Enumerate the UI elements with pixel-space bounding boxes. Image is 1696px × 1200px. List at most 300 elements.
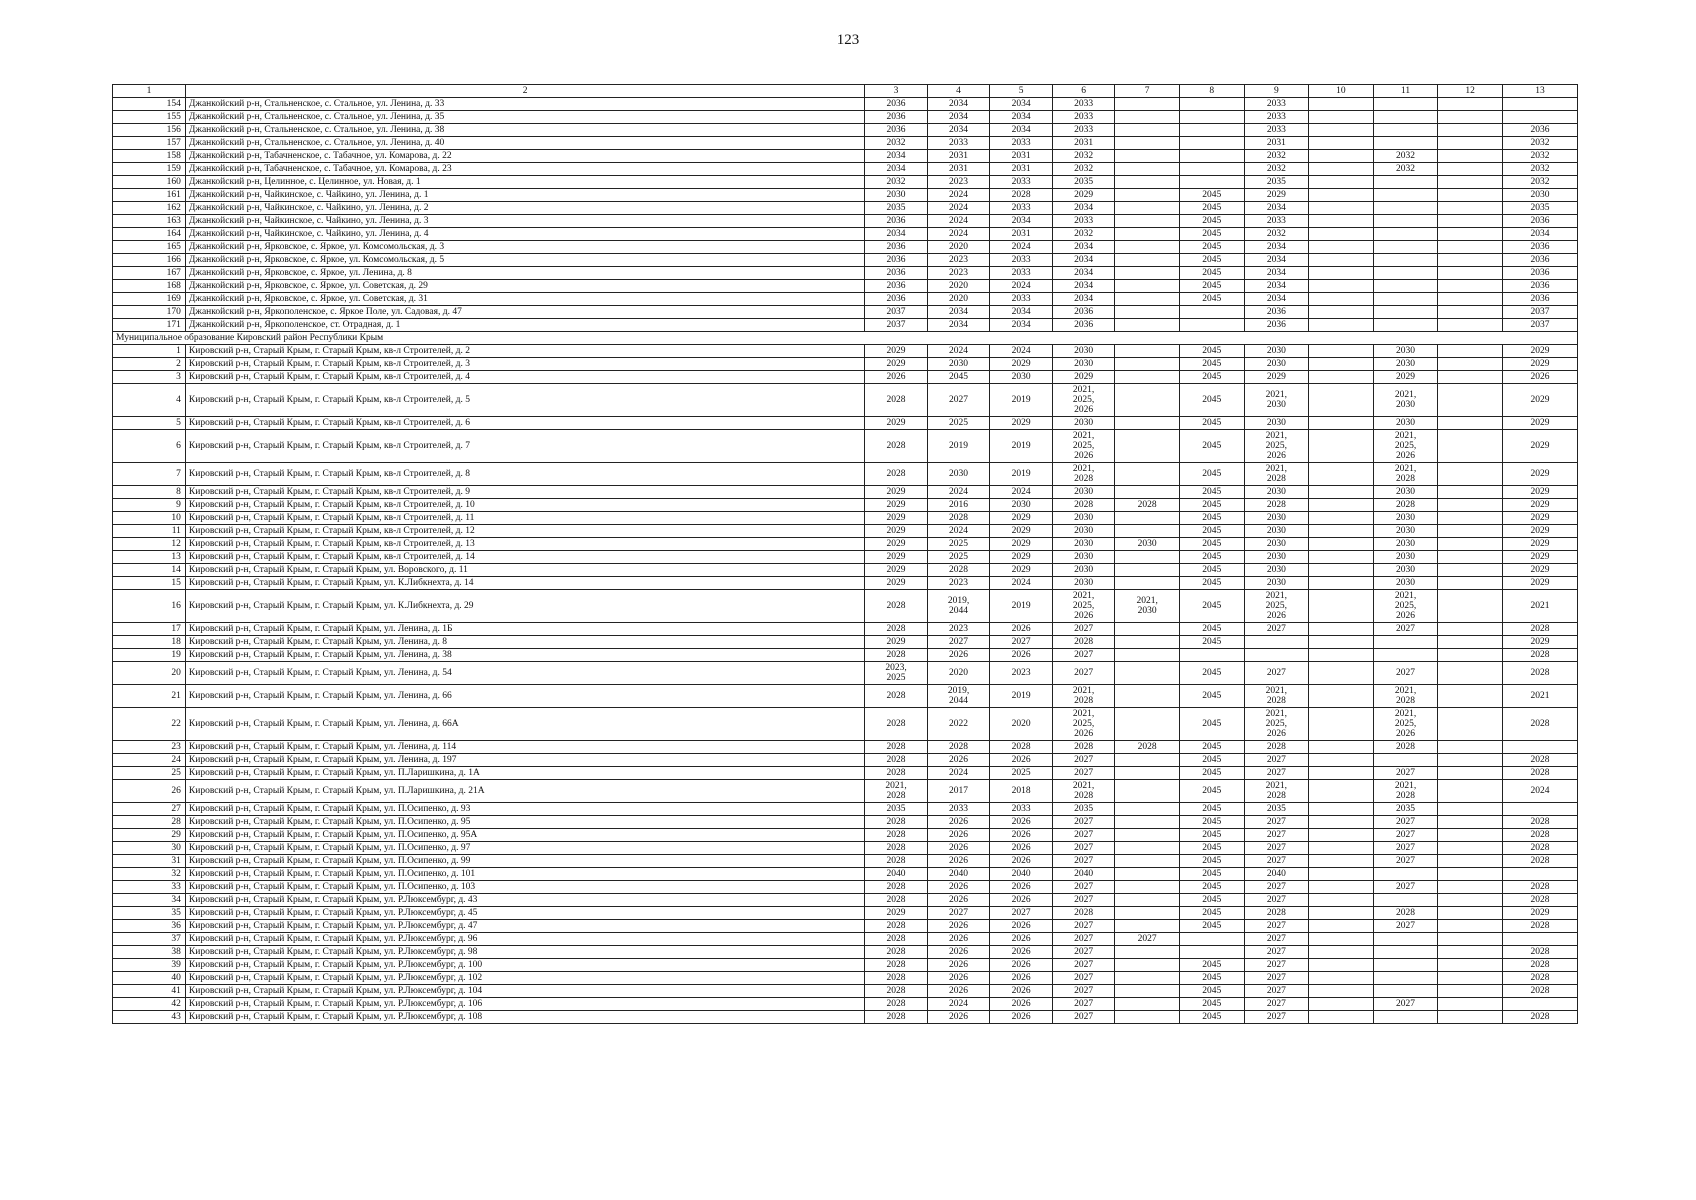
year-cell: 2023 xyxy=(927,254,990,267)
year-cell xyxy=(1309,946,1374,959)
year-cell xyxy=(1115,998,1180,1011)
year-cell xyxy=(1309,829,1374,842)
year-cell: 2034 xyxy=(927,319,990,332)
year-cell: 2030 xyxy=(1244,564,1309,577)
table-row xyxy=(113,564,1578,577)
row-number-cell: 21 xyxy=(113,685,186,708)
year-cell: 2045 xyxy=(1179,345,1244,358)
year-cell xyxy=(1309,741,1374,754)
year-cell: 2036 xyxy=(865,98,928,111)
year-cell: 2030 xyxy=(1052,577,1115,590)
year-cell: 2045 xyxy=(1179,577,1244,590)
year-cell: 2034 xyxy=(927,98,990,111)
year-cell xyxy=(1115,293,1180,306)
year-cell: 2037 xyxy=(1502,319,1577,332)
row-number-cell: 155 xyxy=(113,111,186,124)
year-cell xyxy=(1438,881,1503,894)
table-row xyxy=(113,998,1578,1011)
year-cell: 2026 xyxy=(990,881,1053,894)
year-cell xyxy=(1309,959,1374,972)
address-cell: Джанкойский р-н, Ярковское, с. Яркое, ул. Ленина, д. 8 xyxy=(185,267,864,280)
year-cell: 2027 xyxy=(1052,920,1115,933)
year-cell xyxy=(1309,111,1374,124)
row-number-cell: 163 xyxy=(113,215,186,228)
year-cell: 2027 xyxy=(1373,623,1438,636)
year-cell: 2045 xyxy=(1179,708,1244,741)
year-cell: 2029 xyxy=(1502,463,1577,486)
year-cell: 2033 xyxy=(1052,215,1115,228)
year-cell xyxy=(1373,98,1438,111)
year-cell: 2026 xyxy=(927,972,990,985)
year-cell xyxy=(1438,189,1503,202)
year-cell: 2033 xyxy=(1052,98,1115,111)
year-cell: 2032 xyxy=(1502,176,1577,189)
row-number-cell: 19 xyxy=(113,649,186,662)
year-cell xyxy=(1438,803,1503,816)
year-cell: 2026 xyxy=(927,933,990,946)
address-cell: Кировский р-н, Старый Крым, г. Старый Крым, кв-л Строителей, д. 6 xyxy=(185,417,864,430)
year-cell xyxy=(1309,306,1374,319)
year-cell: 2028 xyxy=(865,920,928,933)
year-cell: 2030 xyxy=(1052,417,1115,430)
year-cell: 2028 xyxy=(865,946,928,959)
year-cell: 2030 xyxy=(1052,564,1115,577)
year-cell xyxy=(1309,972,1374,985)
year-cell: 2028 xyxy=(1502,708,1577,741)
year-cell: 2026 xyxy=(990,842,1053,855)
year-cell: 2036 xyxy=(865,254,928,267)
year-cell xyxy=(1115,577,1180,590)
year-cell: 2045 xyxy=(1179,662,1244,685)
row-number-cell: 22 xyxy=(113,708,186,741)
year-cell: 2036 xyxy=(1244,319,1309,332)
table-row xyxy=(113,551,1578,564)
table-row xyxy=(113,98,1578,111)
year-cell: 2026 xyxy=(865,371,928,384)
year-cell: 2019, 2044 xyxy=(927,685,990,708)
year-cell xyxy=(1309,780,1374,803)
year-cell xyxy=(1115,803,1180,816)
address-cell: Кировский р-н, Старый Крым, г. Старый Крым, ул. Р.Люксембург, д. 102 xyxy=(185,972,864,985)
year-cell: 2045 xyxy=(1179,463,1244,486)
year-cell: 2028 xyxy=(865,855,928,868)
year-cell: 2028 xyxy=(1502,946,1577,959)
year-cell xyxy=(1438,124,1503,137)
year-cell: 2027 xyxy=(1373,829,1438,842)
year-cell: 2033 xyxy=(1244,111,1309,124)
year-cell: 2027 xyxy=(1052,972,1115,985)
year-cell: 2028 xyxy=(990,189,1053,202)
year-cell: 2023 xyxy=(927,577,990,590)
year-cell xyxy=(1438,293,1503,306)
table-row xyxy=(113,985,1578,998)
year-cell xyxy=(1115,881,1180,894)
year-cell: 2045 xyxy=(1179,512,1244,525)
year-cell: 2045 xyxy=(1179,358,1244,371)
year-cell xyxy=(1438,780,1503,803)
year-cell xyxy=(1309,623,1374,636)
year-cell: 2034 xyxy=(1244,280,1309,293)
year-cell: 2029 xyxy=(990,512,1053,525)
address-cell: Кировский р-н, Старый Крым, г. Старый Крым, ул. Воровского, д. 11 xyxy=(185,564,864,577)
table-row xyxy=(113,708,1578,741)
address-cell: Джанкойский р-н, Чайкинское, с. Чайкино, ул. Ленина, д. 2 xyxy=(185,202,864,215)
year-cell: 2029 xyxy=(990,538,1053,551)
year-cell: 2036 xyxy=(1502,293,1577,306)
year-cell: 5 xyxy=(990,85,1053,98)
year-cell: 2033 xyxy=(990,803,1053,816)
year-cell xyxy=(1309,636,1374,649)
year-cell: 2045 xyxy=(1179,803,1244,816)
year-cell xyxy=(1373,241,1438,254)
year-cell: 2045 xyxy=(1179,384,1244,417)
year-cell: 2036 xyxy=(1502,215,1577,228)
year-cell xyxy=(1438,486,1503,499)
year-cell xyxy=(1309,215,1374,228)
address-cell: Кировский р-н, Старый Крым, г. Старый Крым, ул. Ленина, д. 54 xyxy=(185,662,864,685)
row-number-cell: 40 xyxy=(113,972,186,985)
year-cell xyxy=(1309,708,1374,741)
year-cell: 2030 xyxy=(1244,486,1309,499)
year-cell xyxy=(1115,241,1180,254)
year-cell xyxy=(1115,959,1180,972)
year-cell: 2045 xyxy=(1179,881,1244,894)
year-cell xyxy=(1502,933,1577,946)
year-cell xyxy=(1373,894,1438,907)
year-cell: 2032 xyxy=(1502,163,1577,176)
year-cell xyxy=(1309,163,1374,176)
year-cell xyxy=(1115,124,1180,137)
year-cell xyxy=(1309,430,1374,463)
year-cell: 2023 xyxy=(927,267,990,280)
year-cell: 2021, 2025, 2026 xyxy=(1052,384,1115,417)
row-number-cell: 13 xyxy=(113,551,186,564)
year-cell xyxy=(1115,685,1180,708)
year-cell: 2032 xyxy=(865,137,928,150)
year-cell: 2030 xyxy=(1373,358,1438,371)
year-cell: 2027 xyxy=(1052,855,1115,868)
year-cell: 2028 xyxy=(865,959,928,972)
year-cell xyxy=(1309,894,1374,907)
year-cell xyxy=(1438,868,1503,881)
table-row xyxy=(113,417,1578,430)
year-cell xyxy=(1502,998,1577,1011)
year-cell xyxy=(1115,842,1180,855)
row-number-cell: 165 xyxy=(113,241,186,254)
year-cell: 2027 xyxy=(1052,649,1115,662)
year-cell: 2019, 2044 xyxy=(927,590,990,623)
row-number-cell: 32 xyxy=(113,868,186,881)
year-cell: 2026 xyxy=(990,920,1053,933)
year-cell: 2028 xyxy=(865,881,928,894)
year-cell: 2024 xyxy=(927,228,990,241)
address-cell: Джанкойский р-н, Яркополенское, с. Яркое Поле, ул. Садовая, д. 47 xyxy=(185,306,864,319)
year-cell: 2036 xyxy=(865,241,928,254)
year-cell xyxy=(1244,636,1309,649)
year-cell xyxy=(1115,176,1180,189)
year-cell xyxy=(1115,767,1180,780)
address-cell: Джанкойский р-н, Стальненское, с. Стальное, ул. Ленина, д. 35 xyxy=(185,111,864,124)
year-cell: 2028 xyxy=(1502,855,1577,868)
address-cell: Кировский р-н, Старый Крым, г. Старый Крым, ул. П.Ларишкина, д. 21А xyxy=(185,780,864,803)
table-row xyxy=(113,972,1578,985)
table-row xyxy=(113,215,1578,228)
year-cell xyxy=(1309,538,1374,551)
year-cell: 2045 xyxy=(1179,280,1244,293)
year-cell: 2021, 2030 xyxy=(1244,384,1309,417)
year-cell: 2045 xyxy=(1179,538,1244,551)
address-cell: Джанкойский р-н, Чайкинское, с. Чайкино, ул. Ленина, д. 1 xyxy=(185,189,864,202)
year-cell: 2029 xyxy=(865,512,928,525)
year-cell xyxy=(1115,189,1180,202)
year-cell: 2028 xyxy=(865,767,928,780)
year-cell: 2021, 2028 xyxy=(1373,463,1438,486)
year-cell: 2030 xyxy=(1052,525,1115,538)
year-cell: 2019 xyxy=(990,430,1053,463)
year-cell: 9 xyxy=(1244,85,1309,98)
year-cell: 2030 xyxy=(1052,538,1115,551)
year-cell: 2027 xyxy=(1244,1011,1309,1024)
year-cell: 2027 xyxy=(1244,985,1309,998)
year-cell xyxy=(1115,855,1180,868)
address-cell: Кировский р-н, Старый Крым, г. Старый Крым, ул. Р.Люксембург, д. 98 xyxy=(185,946,864,959)
year-cell: 2026 xyxy=(990,946,1053,959)
year-cell: 2036 xyxy=(1052,306,1115,319)
year-cell xyxy=(1438,98,1503,111)
year-cell: 2029 xyxy=(990,358,1053,371)
year-cell: 2027 xyxy=(1052,881,1115,894)
year-cell: 2031 xyxy=(927,163,990,176)
year-cell xyxy=(1115,985,1180,998)
year-cell: 2033 xyxy=(990,176,1053,189)
year-cell: 2034 xyxy=(1244,267,1309,280)
table-row xyxy=(113,163,1578,176)
address-cell: Кировский р-н, Старый Крым, г. Старый Крым, ул. П.Осипенко, д. 95 xyxy=(185,816,864,829)
year-cell: 2028 xyxy=(1244,499,1309,512)
year-cell xyxy=(1438,985,1503,998)
year-cell xyxy=(1438,577,1503,590)
year-cell: 2027 xyxy=(1052,816,1115,829)
year-cell: 2034 xyxy=(927,111,990,124)
row-number-cell: 33 xyxy=(113,881,186,894)
year-cell: 2027 xyxy=(1244,662,1309,685)
year-cell: 2031 xyxy=(927,150,990,163)
year-cell xyxy=(1179,98,1244,111)
year-cell: 2028 xyxy=(927,564,990,577)
year-cell: 2023 xyxy=(927,176,990,189)
row-number-cell: 14 xyxy=(113,564,186,577)
year-cell: 2045 xyxy=(1179,829,1244,842)
table-row xyxy=(113,907,1578,920)
year-cell xyxy=(1438,959,1503,972)
year-cell: 2032 xyxy=(865,176,928,189)
year-cell: 2036 xyxy=(1052,319,1115,332)
year-cell xyxy=(1115,907,1180,920)
year-cell: 2020 xyxy=(927,293,990,306)
address-cell: Кировский р-н, Старый Крым, г. Старый Крым, ул. Ленина, д. 114 xyxy=(185,741,864,754)
year-cell xyxy=(1115,623,1180,636)
year-cell: 2045 xyxy=(1179,636,1244,649)
year-cell xyxy=(1373,1011,1438,1024)
row-number-cell: 171 xyxy=(113,319,186,332)
year-cell xyxy=(1115,417,1180,430)
year-cell xyxy=(1179,124,1244,137)
row-number-cell: 161 xyxy=(113,189,186,202)
year-cell xyxy=(1438,685,1503,708)
year-cell: 2031 xyxy=(1052,137,1115,150)
year-cell: 2024 xyxy=(927,202,990,215)
row-number-cell: 169 xyxy=(113,293,186,306)
year-cell xyxy=(1309,254,1374,267)
year-cell xyxy=(1438,417,1503,430)
table-row xyxy=(113,137,1578,150)
row-number-cell: 158 xyxy=(113,150,186,163)
year-cell: 2018 xyxy=(990,780,1053,803)
row-number-cell: 168 xyxy=(113,280,186,293)
row-number-cell: 170 xyxy=(113,306,186,319)
year-cell: 2028 xyxy=(1502,767,1577,780)
year-cell xyxy=(1309,577,1374,590)
year-cell xyxy=(1309,649,1374,662)
year-cell: 2023 xyxy=(927,623,990,636)
year-cell xyxy=(1438,538,1503,551)
year-cell xyxy=(1115,708,1180,741)
year-cell: 2027 xyxy=(1373,855,1438,868)
year-cell: 2034 xyxy=(927,124,990,137)
year-cell: 2029 xyxy=(865,499,928,512)
year-cell xyxy=(1309,189,1374,202)
year-cell: 2034 xyxy=(927,306,990,319)
year-cell: 2045 xyxy=(1179,525,1244,538)
year-cell: 2033 xyxy=(1052,111,1115,124)
year-cell: 12 xyxy=(1438,85,1503,98)
address-cell: Кировский р-н, Старый Крым, г. Старый Крым, ул. Ленина, д. 38 xyxy=(185,649,864,662)
address-cell: Кировский р-н, Старый Крым, г. Старый Крым, ул. Р.Люксембург, д. 104 xyxy=(185,985,864,998)
year-cell: 2033 xyxy=(1244,215,1309,228)
year-cell: 2021, 2025, 2026 xyxy=(1244,430,1309,463)
year-cell xyxy=(1373,176,1438,189)
row-number-cell: 1 xyxy=(113,345,186,358)
year-cell xyxy=(1115,319,1180,332)
year-cell: 2024 xyxy=(1502,780,1577,803)
year-cell: 2035 xyxy=(1244,176,1309,189)
year-cell: 2026 xyxy=(990,972,1053,985)
year-cell xyxy=(1115,137,1180,150)
year-cell xyxy=(1309,267,1374,280)
year-cell xyxy=(1115,430,1180,463)
year-cell: 2035 xyxy=(1502,202,1577,215)
table-body xyxy=(113,85,1578,1024)
row-number-cell: 160 xyxy=(113,176,186,189)
year-cell: 2036 xyxy=(865,111,928,124)
year-cell xyxy=(1115,486,1180,499)
year-cell: 2028 xyxy=(865,894,928,907)
year-cell xyxy=(1373,267,1438,280)
row-number-cell: 6 xyxy=(113,430,186,463)
year-cell: 2028 xyxy=(865,384,928,417)
year-cell: 2027 xyxy=(1244,972,1309,985)
year-cell xyxy=(1438,829,1503,842)
year-cell: 2028 xyxy=(1373,907,1438,920)
year-cell: 2030 xyxy=(1115,538,1180,551)
year-cell: 2024 xyxy=(990,486,1053,499)
year-cell xyxy=(1438,358,1503,371)
year-cell: 2028 xyxy=(990,741,1053,754)
address-cell: Кировский р-н, Старый Крым, г. Старый Крым, кв-л Строителей, д. 14 xyxy=(185,551,864,564)
year-cell: 2032 xyxy=(1244,228,1309,241)
year-cell: 2027 xyxy=(1244,754,1309,767)
address-cell: Кировский р-н, Старый Крым, г. Старый Крым, кв-л Строителей, д. 10 xyxy=(185,499,864,512)
table-row xyxy=(113,920,1578,933)
year-cell xyxy=(1438,371,1503,384)
year-cell xyxy=(1115,1011,1180,1024)
year-cell xyxy=(1115,525,1180,538)
year-cell: 2028 xyxy=(1502,894,1577,907)
year-cell: 2026 xyxy=(927,1011,990,1024)
row-number-cell: 4 xyxy=(113,384,186,417)
year-cell xyxy=(1438,842,1503,855)
year-cell: 2032 xyxy=(1052,163,1115,176)
address-cell: Кировский р-н, Старый Крым, г. Старый Крым, ул. Р.Люксембург, д. 43 xyxy=(185,894,864,907)
year-cell: 2045 xyxy=(1179,254,1244,267)
year-cell: 2031 xyxy=(990,163,1053,176)
row-number-cell: 10 xyxy=(113,512,186,525)
address-cell: Кировский р-н, Старый Крым, г. Старый Крым, кв-л Строителей, д. 2 xyxy=(185,345,864,358)
row-number-cell: 154 xyxy=(113,98,186,111)
year-cell: 2036 xyxy=(865,293,928,306)
year-cell xyxy=(1438,907,1503,920)
table-row xyxy=(113,946,1578,959)
year-cell xyxy=(1179,319,1244,332)
row-number-cell: 1 xyxy=(113,85,186,98)
row-number-cell: 17 xyxy=(113,623,186,636)
year-cell: 2028 xyxy=(927,512,990,525)
row-number-cell: 5 xyxy=(113,417,186,430)
year-cell: 2021, 2028 xyxy=(1244,685,1309,708)
year-cell: 2036 xyxy=(1244,306,1309,319)
address-cell: Кировский р-н, Старый Крым, г. Старый Крым, кв-л Строителей, д. 5 xyxy=(185,384,864,417)
year-cell xyxy=(1373,111,1438,124)
year-cell xyxy=(1438,176,1503,189)
year-cell xyxy=(1373,202,1438,215)
year-cell: 2029 xyxy=(1052,371,1115,384)
year-cell xyxy=(1438,767,1503,780)
year-cell: 2029 xyxy=(1244,371,1309,384)
year-cell: 2034 xyxy=(1052,280,1115,293)
year-cell: 2027 xyxy=(1373,767,1438,780)
year-cell: 4 xyxy=(927,85,990,98)
year-cell: 2030 xyxy=(927,358,990,371)
year-cell xyxy=(1438,920,1503,933)
year-cell: 2028 xyxy=(1502,649,1577,662)
year-cell: 2045 xyxy=(1179,241,1244,254)
year-cell xyxy=(1373,137,1438,150)
year-cell xyxy=(1115,564,1180,577)
address-cell: Кировский р-н, Старый Крым, г. Старый Крым, ул. Ленина, д. 1Б xyxy=(185,623,864,636)
year-cell: 2028 xyxy=(865,933,928,946)
year-cell: 2045 xyxy=(1179,564,1244,577)
table-row xyxy=(113,685,1578,708)
year-cell xyxy=(1115,816,1180,829)
year-cell: 2032 xyxy=(1052,150,1115,163)
year-cell xyxy=(1438,708,1503,741)
year-cell xyxy=(1309,855,1374,868)
table-row xyxy=(113,512,1578,525)
year-cell: 2026 xyxy=(927,816,990,829)
year-cell: 2045 xyxy=(1179,985,1244,998)
year-cell xyxy=(1309,345,1374,358)
year-cell: 2027 xyxy=(1373,842,1438,855)
